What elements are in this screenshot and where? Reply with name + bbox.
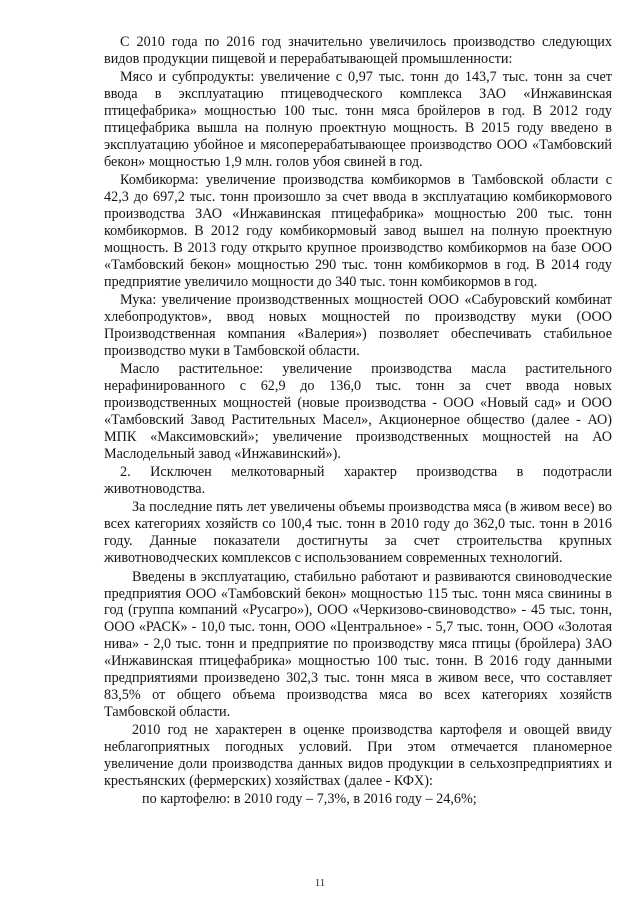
paragraph-livestock-heading: 2. Исключен мелкотоварный характер производства в подотрасли животноводства. [104, 464, 612, 498]
paragraph-feed: Комбикорма: увеличение производства комбикормов в Тамбовской области с 42,3 до 697,2 тыс. тонн произошло за счет ввода в эксплуатацию комбикормового производства ЗАО «Инжавинская птицефабрика» мощностью 200 тыс. тонн комбикормов. В 2012 году комбикормовый завод вышел на полную проектную мощность. В 2013 году открыто крупное производство комбикормов на базе ООО «Тамбовский бекон» мощностью 290 тыс. тонн комбикормов в год. В 2014 году предприятие увеличило мощности до 340 тыс. тонн комбикормов в год. [104, 172, 612, 290]
paragraph-intro: С 2010 года по 2016 год значительно увеличилось производство следующих видов продукции пищевой и перерабатывающей промышленности: [104, 34, 612, 67]
page-number: 11 [314, 877, 326, 889]
paragraph-potatoes-vegetables: 2010 год не характерен в оценке производства картофеля и овощей ввиду неблагоприятных погодных условий. При этом отмечается планомерное увеличение доли производства данных видов продукции в сельхозпредприятиях и крестьянских (фермерских) хозяйствах (далее - КФХ): [104, 722, 612, 789]
paragraph-enterprises: Введены в эксплуатацию, стабильно работают и развиваются свиноводческие предприятия ООО «Тамбовский бекон» мощностью 115 тыс. тонн мяса свинины в год (группа компаний «Русагро»), ООО «Черкизово-свиноводство» - 45 тыс. тонн, ООО «РАСК» - 10,0 тыс. тонн, ООО «Центральное» - 5,7 тыс. тонн, ООО «Золотая нива» - 2,0 тыс. тонн и предприятие по производству мяса птицы (бройлера) ЗАО «Инжавинская птицефабрика» мощностью 100 тыс. тонн. В 2016 году данными предприятиями произведено 302,3 тыс. тонн мяса в живом весе, что составляет 83,5% от общего объема производства мяса во всех категориях хозяйств Тамбовской области. [104, 568, 612, 720]
paragraph-potato-share: по картофелю: в 2010 году – 7,3%, в 2016 году – 24,6%; [142, 791, 477, 808]
document-body [104, 34, 612, 810]
paragraph-meat-volume: За последние пять лет увеличены объемы производства мяса (в живом весе) во всех категориях хозяйств со 100,4 тыс. тонн в 2010 году до 362,0 тыс. тонн в 2016 году. Данные показатели достигнуты за счет строительства крупных животноводческих комплексов с использованием современных технологий. [104, 499, 612, 567]
paragraph-meat: Мясо и субпродукты: увеличение с 0,97 тыс. тонн до 143,7 тыс. тонн за счет ввода в эксплуатацию птицеводческого комплекса ЗАО «Инжавинская птицефабрика» мощностью 100 тыс. тонн мяса бройлеров в год. В 2012 году птицефабрика вышла на полную проектную мощность. В 2015 году введено в эксплуатацию убойное и мясоперерабатывающее производство ООО «Тамбовский бекон» мощностью 1,9 млн. голов убоя свиней в год. [104, 69, 612, 170]
paragraph-oil: Масло растительное: увеличение производства масла растительного нерафинированного с 62,9 до 136,0 тыс. тонн за счет ввода новых производственных мощностей (новые производства - ООО «Новый сад» и ООО «Тамбовский Завод Растительных Масел», Акционерное общество (далее - АО) МПК «Максимовский»; увеличение производственных мощностей на АО Маслодельный завод «Инжавинский»). [104, 361, 612, 462]
paragraph-flour: Мука: увеличение производственных мощностей ООО «Сабуровский комбинат хлебопродуктов», ввод новых мощностей по производству муки (ООО Производственная компания «Валерия») позволяет обеспечивать стабильное производство муки в Тамбовской области. [104, 292, 612, 359]
